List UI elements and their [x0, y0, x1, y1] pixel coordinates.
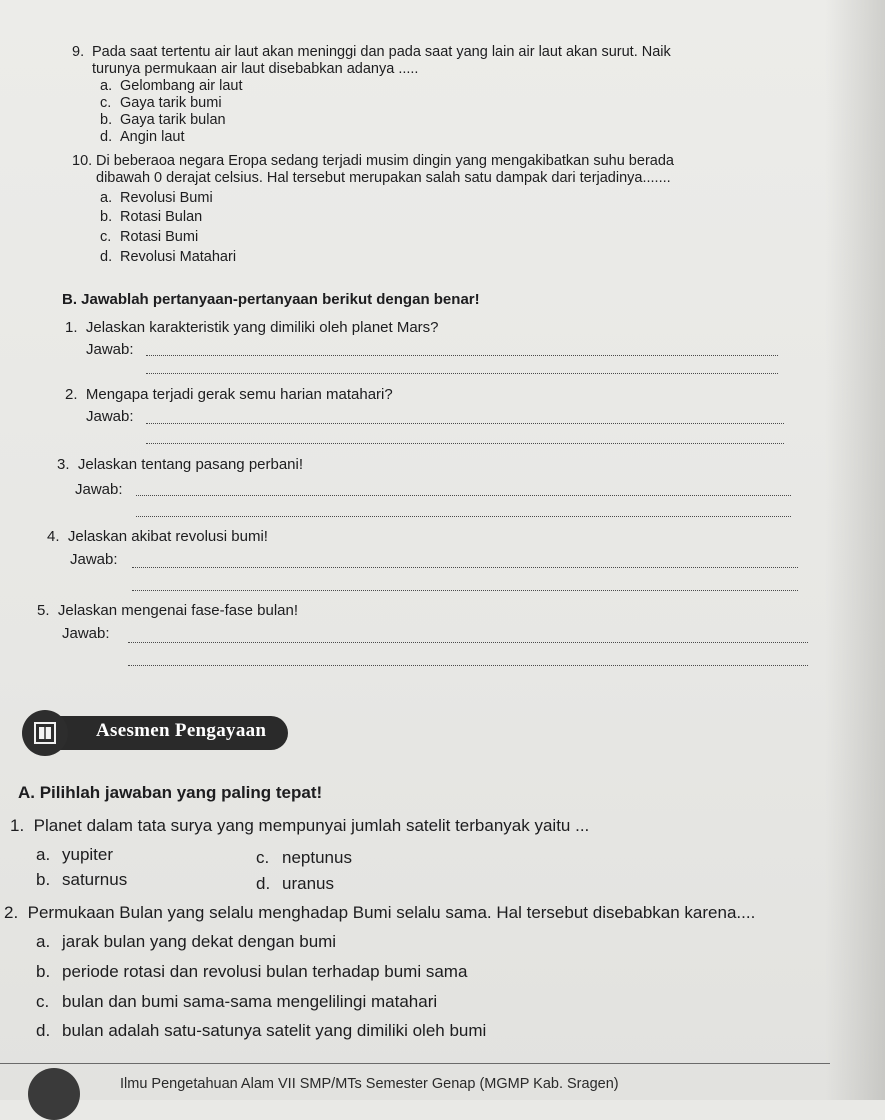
essay-question-5: 5. Jelaskan mengenai fase-fase bulan!: [37, 602, 299, 619]
answer-line[interactable]: [136, 516, 791, 517]
enrichment-question-2: 2. Permukaan Bulan yang selalu menghadap Bumi selalu sama. Hal tersebut disebabkan karena....: [4, 903, 756, 922]
option: d. uranus: [256, 874, 334, 893]
answer-label: Jawab:: [70, 551, 118, 568]
answer-label: Jawab:: [86, 408, 134, 425]
section-badge: [22, 710, 292, 756]
option: b. Gaya tarik bulan: [100, 112, 226, 128]
enrichment-question-1: 1. Planet dalam tata surya yang mempunyai jumlah satelit terbanyak yaitu ...: [10, 816, 590, 835]
option: a. Gelombang air laut: [100, 78, 243, 94]
answer-line[interactable]: [132, 567, 798, 568]
option: a. jarak bulan yang dekat dengan bumi: [36, 932, 337, 951]
essay-question-1: 1. Jelaskan karakteristik yang dimiliki oleh planet Mars?: [65, 319, 439, 336]
option: c. Gaya tarik bumi: [100, 95, 222, 111]
answer-label: Jawab:: [75, 481, 123, 498]
answer-line[interactable]: [128, 665, 808, 666]
question-text-line2: dibawah 0 derajat celsius. Hal tersebut merupakan salah satu dampak dari terjadinya.......: [96, 170, 671, 186]
option: d. Angin laut: [100, 129, 185, 145]
option: d. Revolusi Matahari: [100, 249, 237, 265]
footer-page-marker: [28, 1068, 80, 1120]
option: b. Rotasi Bulan: [100, 209, 203, 225]
option: c. bulan dan bumi sama-sama mengelilingi matahari: [36, 992, 438, 1011]
option: d. bulan adalah satu-satunya satelit yang dimiliki oleh bumi: [36, 1021, 487, 1040]
footer-divider: [0, 1063, 830, 1064]
answer-label: Jawab:: [62, 625, 110, 642]
option: a. Revolusi Bumi: [100, 190, 213, 206]
question-number: 9.: [72, 44, 85, 60]
option: c. Rotasi Bumi: [100, 229, 199, 245]
answer-line[interactable]: [136, 495, 791, 496]
badge-label: Asesmen Pengayaan: [96, 720, 267, 741]
option: c. neptunus: [256, 848, 352, 867]
book-icon: [32, 720, 58, 746]
option: b. saturnus: [36, 870, 128, 889]
option: b. periode rotasi dan revolusi bulan terhadap bumi sama: [36, 962, 468, 981]
answer-line[interactable]: [146, 373, 778, 374]
answer-line[interactable]: [128, 642, 808, 643]
question-number: 10.: [72, 153, 93, 169]
question-text-line1: Pada saat tertentu air laut akan meninggi dan pada saat yang lain air laut akan surut. Naik: [92, 44, 671, 60]
question-text-line1: Di beberaoa negara Eropa sedang terjadi musim dingin yang mengakibatkan suhu berada: [96, 153, 674, 169]
answer-line[interactable]: [132, 590, 798, 591]
question-text-line2: turunya permukaan air laut disebabkan adanya .....: [92, 61, 419, 77]
page-shadow: [825, 0, 885, 1100]
essay-question-2: 2. Mengapa terjadi gerak semu harian matahari?: [65, 386, 393, 403]
essay-question-3: 3. Jelaskan tentang pasang perbani!: [57, 456, 304, 473]
answer-line[interactable]: [146, 355, 778, 356]
section-b-heading: B. Jawablah pertanyaan-pertanyaan berikut dengan benar!: [62, 291, 480, 308]
option: a. yupiter: [36, 845, 114, 864]
enrichment-heading: A. Pilihlah jawaban yang paling tepat!: [18, 783, 323, 802]
essay-question-4: 4. Jelaskan akibat revolusi bumi!: [47, 528, 268, 545]
answer-line[interactable]: [146, 443, 784, 444]
answer-label: Jawab:: [86, 341, 134, 358]
answer-line[interactable]: [146, 423, 784, 424]
footer-text: Ilmu Pengetahuan Alam VII SMP/MTs Semester Genap (MGMP Kab. Sragen): [120, 1076, 619, 1092]
